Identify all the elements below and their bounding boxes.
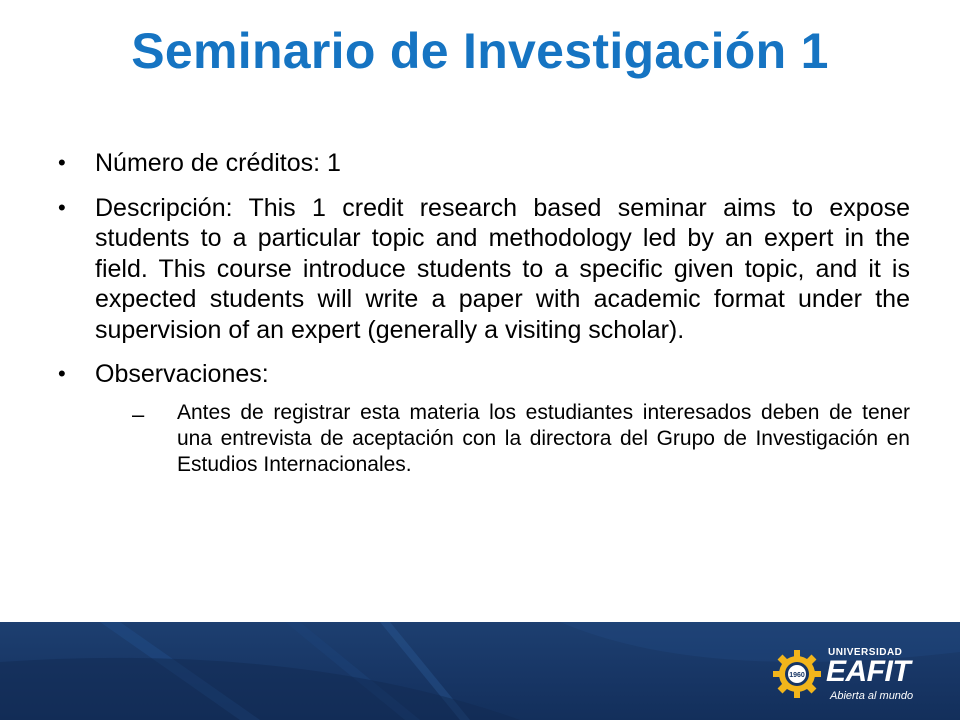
sub-bullet-list [95, 400, 910, 478]
logo-university-label: UNIVERSIDAD [828, 647, 903, 658]
logo-brand-name: EAFIT [826, 655, 911, 688]
bullet-description [58, 193, 910, 346]
sub-bullet-text: Antes de registrar esta materia los estudiantes interesados deben de tener una entrevista de aceptación con la directora del Grupo de Investigación en Estudios Internacionales. [177, 400, 910, 476]
bullet-text: Observaciones: [95, 360, 269, 388]
bullet-marker: • [58, 194, 66, 220]
bullet-text: Número de créditos: 1 [95, 149, 341, 177]
bullet-marker: • [58, 361, 66, 386]
gear-seal-icon [772, 649, 822, 699]
logo-tagline: Abierta al mundo [830, 690, 914, 702]
bullet-marker: • [58, 150, 66, 175]
slide-title: Seminario de Investigación 1 [131, 23, 829, 79]
sub-bullet-observation [95, 400, 910, 478]
bullet-credits [58, 148, 910, 179]
seal-year: 1960 [789, 672, 805, 679]
slide-content [58, 148, 910, 478]
bullet-text: Descripción: This 1 credit research based seminar aims to expose students to a particular topic and methodology led by an expert in the field. This course introduce students to a specific given topic, and it is expected students will write a paper with academic format under the supervision of an expert (generally a visiting scholar). [95, 193, 910, 344]
sub-bullet-marker: – [132, 401, 145, 427]
eafit-logo [772, 645, 942, 705]
bullet-observations [58, 359, 910, 478]
